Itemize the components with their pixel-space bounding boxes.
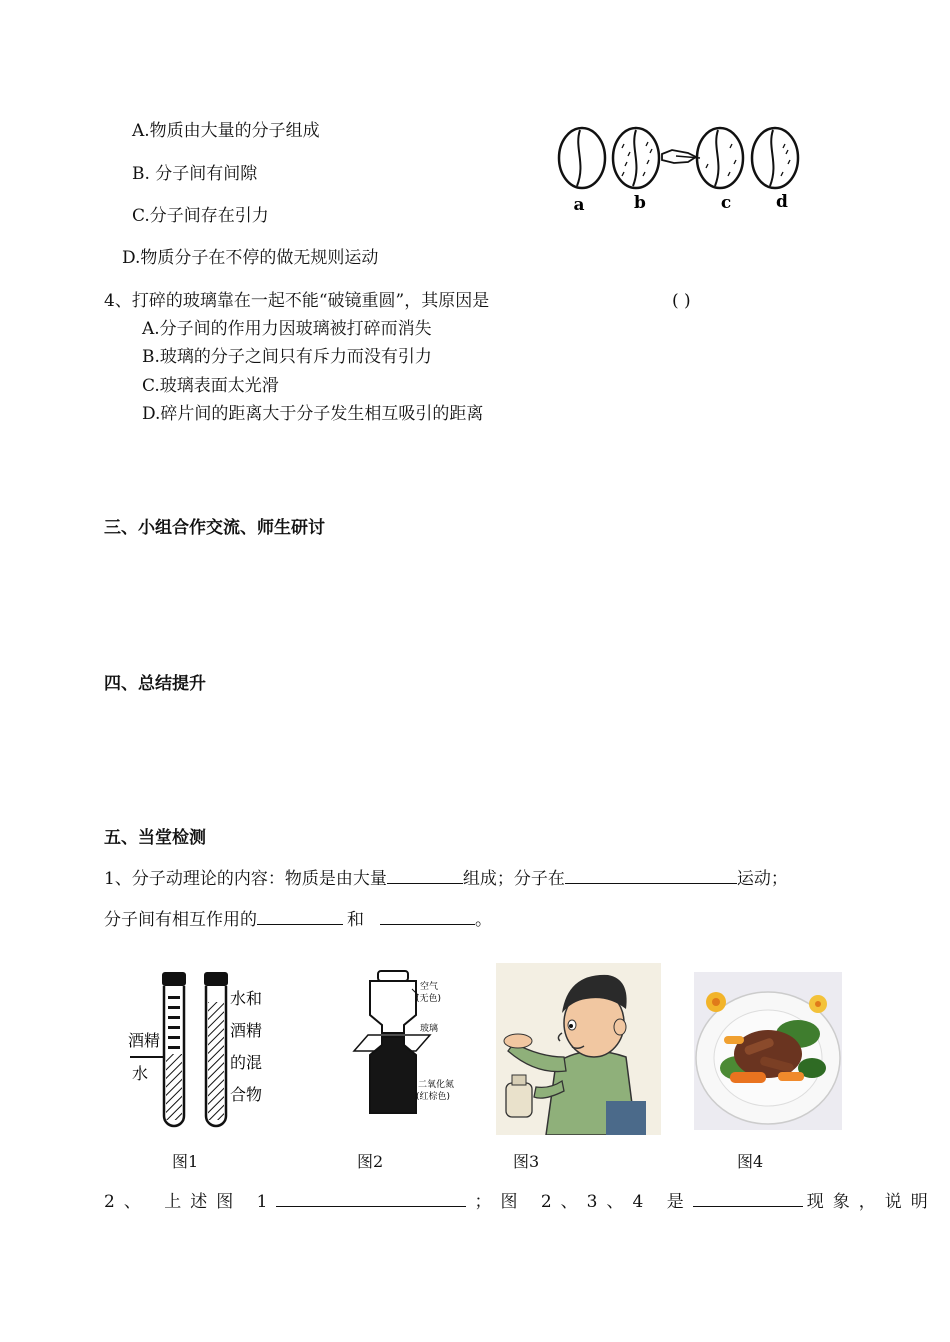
- test-q1-text-3: 运动；: [736, 869, 788, 889]
- test-q2-line: [104, 1190, 937, 1213]
- caption-figure-2: 图2: [357, 1152, 384, 1171]
- q3-option-b: B. 分子间有间隙: [132, 164, 258, 184]
- fig1-label-water: 水: [132, 1064, 149, 1083]
- blank-5[interactable]: [276, 1190, 466, 1207]
- q4-stem: 4、打碎的玻璃靠在一起不能“破镜重圆”，其原因是: [104, 291, 490, 311]
- blank-4[interactable]: [380, 908, 475, 925]
- caption-figure-3: 图3: [513, 1152, 540, 1171]
- test-q1-text-5: 和: [347, 910, 364, 930]
- fig1-label-mix-1: 水和: [230, 989, 263, 1008]
- q4-option-b: B.玻璃的分子之间只有斥力而没有引力: [142, 347, 432, 367]
- figure-4-food-dish: [694, 972, 842, 1130]
- caption-figure-1: 图1: [172, 1152, 199, 1171]
- fig2-label-colorless: (无色): [416, 994, 442, 1004]
- test-q1-text-2: 组成；分子在: [462, 869, 565, 889]
- figure-label-a: a: [573, 195, 585, 215]
- figure-label-c: c: [720, 193, 732, 213]
- blank-3[interactable]: [257, 908, 343, 925]
- q4-option-a: A.分子间的作用力因玻璃被打碎而消失: [142, 319, 432, 339]
- blank-1[interactable]: [387, 867, 463, 884]
- q3-option-d: D.物质分子在不停的做无规则运动: [122, 248, 379, 268]
- caption-figure-4: 图4: [737, 1152, 764, 1171]
- figure-label-b: b: [634, 193, 646, 213]
- q4-option-c: C.玻璃表面太光滑: [142, 376, 279, 396]
- blank-2[interactable]: [565, 867, 737, 884]
- test-q1-line2: [104, 908, 492, 931]
- q3-option-a: A.物质由大量的分子组成: [132, 121, 320, 141]
- q3-option-c: C.分子间存在引力: [132, 206, 269, 226]
- test-q1-text-1: 1、分子动理论的内容：物质是由大量: [104, 869, 387, 889]
- test-q2-text-3: 现象，说明: [806, 1192, 937, 1212]
- blank-6[interactable]: [693, 1190, 803, 1207]
- fig1-label-mix-2: 酒精: [230, 1021, 263, 1040]
- test-q1-text-6: 。: [475, 910, 492, 930]
- fig2-label-air: 空气: [420, 982, 439, 992]
- figure-2-gas-bottles: [350, 965, 460, 1120]
- section-three-heading: 三、小组合作交流、师生研讨: [104, 518, 325, 538]
- figure-3-boy-with-bottle: [496, 963, 661, 1135]
- section-four-heading: 四、总结提升: [104, 674, 206, 694]
- fig1-label-alcohol: 酒精: [128, 1031, 161, 1050]
- test-q2-text-1: 2、 上述图 1: [104, 1192, 277, 1212]
- fig2-label-no2: 二氧化氮: [418, 1080, 455, 1090]
- fig1-label-mix-4: 合物: [230, 1085, 263, 1104]
- glass-pieces-figure: [550, 118, 805, 218]
- fig2-label-red-brown: (红棕色): [416, 1092, 451, 1102]
- fig2-label-glass: 玻璃: [420, 1024, 439, 1034]
- test-q1-text-4: 分子间有相互作用的: [104, 910, 257, 930]
- figure-label-d: d: [776, 192, 788, 212]
- test-q1-line1: [104, 867, 788, 890]
- section-five-heading: 五、当堂检测: [104, 828, 206, 848]
- q4-answer-paren: ( ): [672, 291, 691, 311]
- fig1-label-mix-3: 的混: [230, 1053, 263, 1072]
- figure-1-test-tubes: [112, 962, 287, 1137]
- q4-option-d: D.碎片间的距离大于分子发生相互吸引的距离: [142, 404, 484, 424]
- test-q2-text-2: ；图 2、3、4 是: [474, 1192, 693, 1212]
